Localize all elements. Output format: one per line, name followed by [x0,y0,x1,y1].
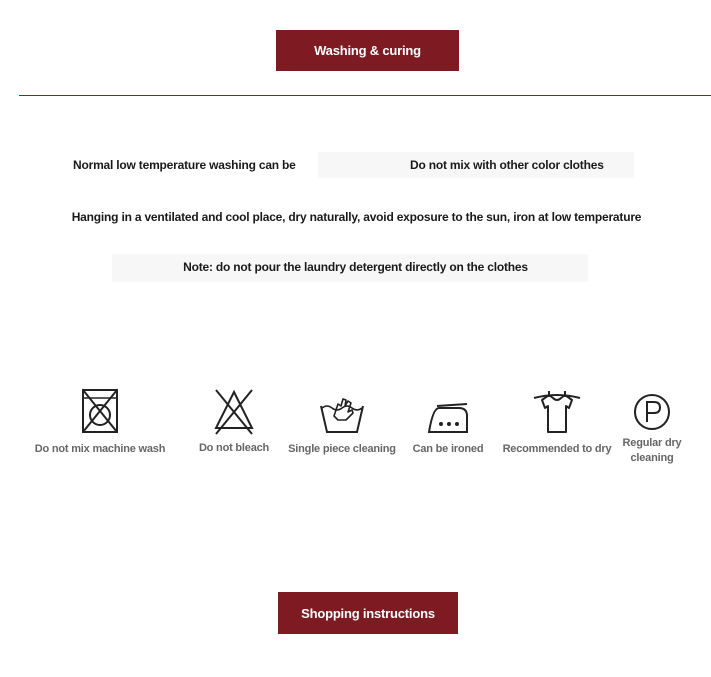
care-item-dry-clean [612,392,692,466]
line-dry-icon [532,386,582,436]
care-item-line-dry [500,386,614,457]
iron-icon [423,386,473,436]
care-label: Recommended to dry [502,443,612,455]
care-item-iron [400,386,496,457]
care-label: Can be ironed [412,443,484,455]
detergent-note: Note: do not pour the laundry detergent directly on the clothes [183,260,528,274]
care-item-no-machine-wash [30,386,170,457]
section-title-washing: Washing & curing [276,30,459,71]
drying-note: Hanging in a ventilated and cool place, dry naturally, avoid exposure to the sun, iron at low temperature [71,210,642,224]
care-label: Do not mix machine wash [34,443,166,455]
color-note: Do not mix with other color clothes [410,158,604,172]
care-item-hand-wash [288,386,396,457]
washing-machine-crossed-icon [80,386,120,436]
bleach-crossed-icon [212,386,256,436]
hand-wash-icon [317,386,367,436]
dry-clean-p-icon [632,392,672,432]
care-item-no-bleach [182,386,286,456]
divider-line [19,95,711,96]
care-label: Do not bleach [198,442,270,454]
section-title-shopping: Shopping instructions [278,592,458,634]
washing-note: Normal low temperature washing can be [73,158,296,172]
care-label: Single piece cleaning [288,443,396,455]
care-label: Regular dry cleaning [622,437,682,464]
